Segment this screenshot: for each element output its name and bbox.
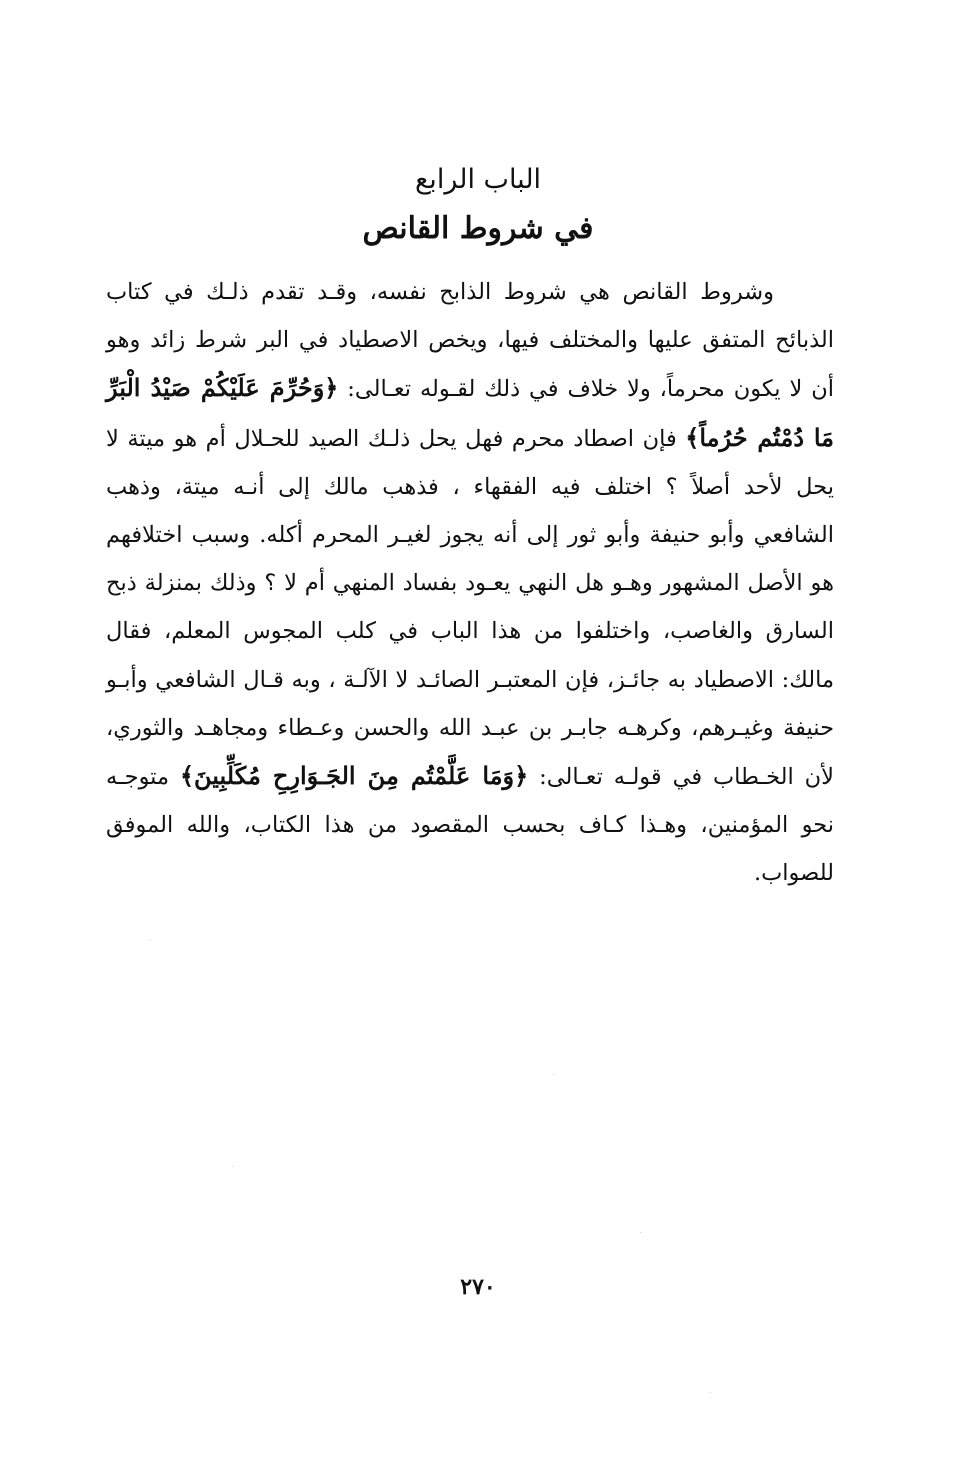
scan-speck	[710, 1392, 711, 1393]
text-segment: وشروط القانص هي شروط الذابح نفسه، وقـد تقدم ذلـك في كتاب الذبائح المتفق عليها والمختلف فيها، ويخص الاصطياد في البر شرط زائد وهو أن لا يكون محرماً، ولا خلاف في ذلك لقـوله تعـالى:	[106, 279, 834, 403]
text-segment: فإن اصطاد محرم فهل يحل ذلـك الصيد للحـلال أم هو ميتة لا يحل لأحد أصلاً ؟ اختلف فيه الفقهاء ، فذهب مالك إلى أنـه ميتة، وذهب الشافعي وأبو حنيفة وأبو ثور إلى أنه يجوز لغيـر المحرم أكله. وسبب اختلافهم هو الأصل المشهور وهـو هل النهي يعـود بفساد المنهي أم لا ؟ وذلك بمنزلة ذبح السارق والغاصب، واختلفوا من هذا الباب في كلب المجوس المعلم، فقال مالك: الاصطياد به جائـز، فإن المعتبـر الصائـد لا الآلـة ، وبه قـال الشافعي وأبـو حنيفة وغيـرهم، وكرهـه جابـر بن عبـد الله والحسن وعـطاء ومجاهـد والثوري، لأن الخـطاب في قولـه تعـالى:	[106, 425, 834, 791]
body-paragraph	[106, 268, 834, 898]
text-segment: متوجـه نحو المؤمنين، وهـذا كـاف بحسب المقصود من هذا الكتاب، والله الموفق للصواب.	[106, 764, 834, 887]
scan-speck	[232, 1166, 233, 1167]
chapter-title: الباب الرابع	[414, 164, 542, 195]
chapter-subtitle: في شروط القانص	[362, 211, 594, 246]
quran-verse: ﴿وَمَا عَلَّمْتُم مِنَ الجَـوَارِحِ مُكَلِّبِينَ﴾	[179, 761, 529, 791]
scan-speck	[640, 1232, 641, 1233]
page-number: ٢٧٠	[460, 1274, 496, 1300]
scan-speck	[150, 940, 151, 941]
scan-speck	[553, 1074, 554, 1075]
body-text	[106, 268, 834, 898]
quran-verse: ﴿وَحُرِّمَ عَلَيْكُمْ صَيْدُ الْبَرِّ مَا دُمْتُم حُرُماً﴾	[106, 373, 834, 452]
